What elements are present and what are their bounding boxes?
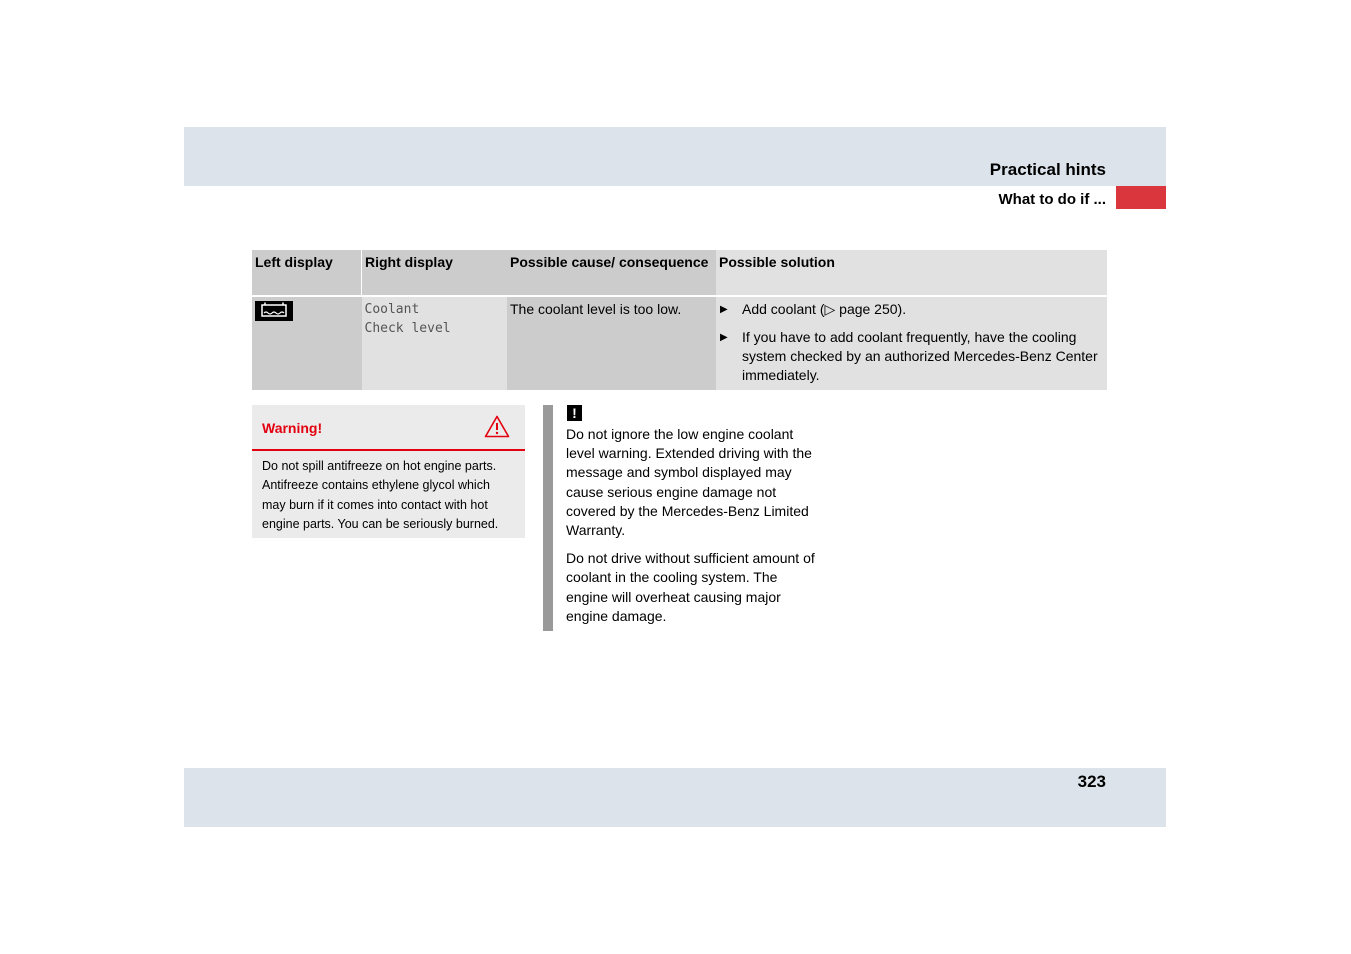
chapter-tab-marker [1116, 186, 1166, 209]
notice-paragraph: Do not ignore the low engine coolant level warning. Extended driving with the message and symbol displayed may cause serious engine damage not covered by the Mercedes-Benz Limited Warranty. [566, 426, 812, 539]
right-display-cell [362, 296, 508, 390]
header-possible-cause: Possible cause/ consequence [507, 250, 716, 296]
notice-exclamation-icon: ! [567, 405, 582, 421]
subsection-title: What to do if ... [998, 191, 1106, 208]
solution-text: If you have to add coolant frequently, have the cooling system checked by an authorized Mercedes-Benz Center immediately. [742, 329, 1098, 383]
display-messages-table [252, 250, 1107, 390]
notice-paragraph: Do not drive without sufficient amount of coolant in the cooling system. The engine will overheat causing major engine damage. [566, 550, 815, 624]
solution-item [719, 300, 1104, 319]
notice-side-bar [543, 405, 553, 631]
right-display-line1: Coolant [364, 302, 420, 317]
left-display-cell [252, 296, 362, 390]
header-left-display: Left display [252, 250, 362, 296]
bullet-arrow-icon: ▶ [720, 304, 728, 315]
footer-band [184, 768, 1166, 827]
solution-text: Add coolant (▷ page 250). [742, 301, 907, 317]
page-number: 323 [1077, 772, 1106, 791]
right-display-line2: Check level [364, 321, 451, 336]
section-title: Practical hints [989, 160, 1106, 179]
solution-item [719, 328, 1104, 385]
warning-header [252, 405, 525, 451]
table-row [252, 296, 1107, 390]
possible-solution-cell [716, 296, 1107, 390]
header-right-display: Right display [362, 250, 508, 296]
warning-text: Do not spill antifreeze on hot engine parts. Antifreeze contains ethylene glycol which may burn if it comes into contact with hot engine parts. You can be seriously burned. [262, 459, 499, 532]
header-possible-solution: Possible solution [716, 250, 1107, 296]
warning-triangle-icon [484, 415, 510, 443]
possible-cause-cell: The coolant level is too low. [507, 296, 716, 390]
table-header-row [252, 250, 1107, 296]
warning-box [252, 405, 525, 538]
notice-text [566, 425, 821, 635]
bullet-arrow-icon: ▶ [720, 332, 728, 343]
coolant-level-icon [255, 301, 293, 321]
warning-title: Warning! [262, 420, 323, 436]
